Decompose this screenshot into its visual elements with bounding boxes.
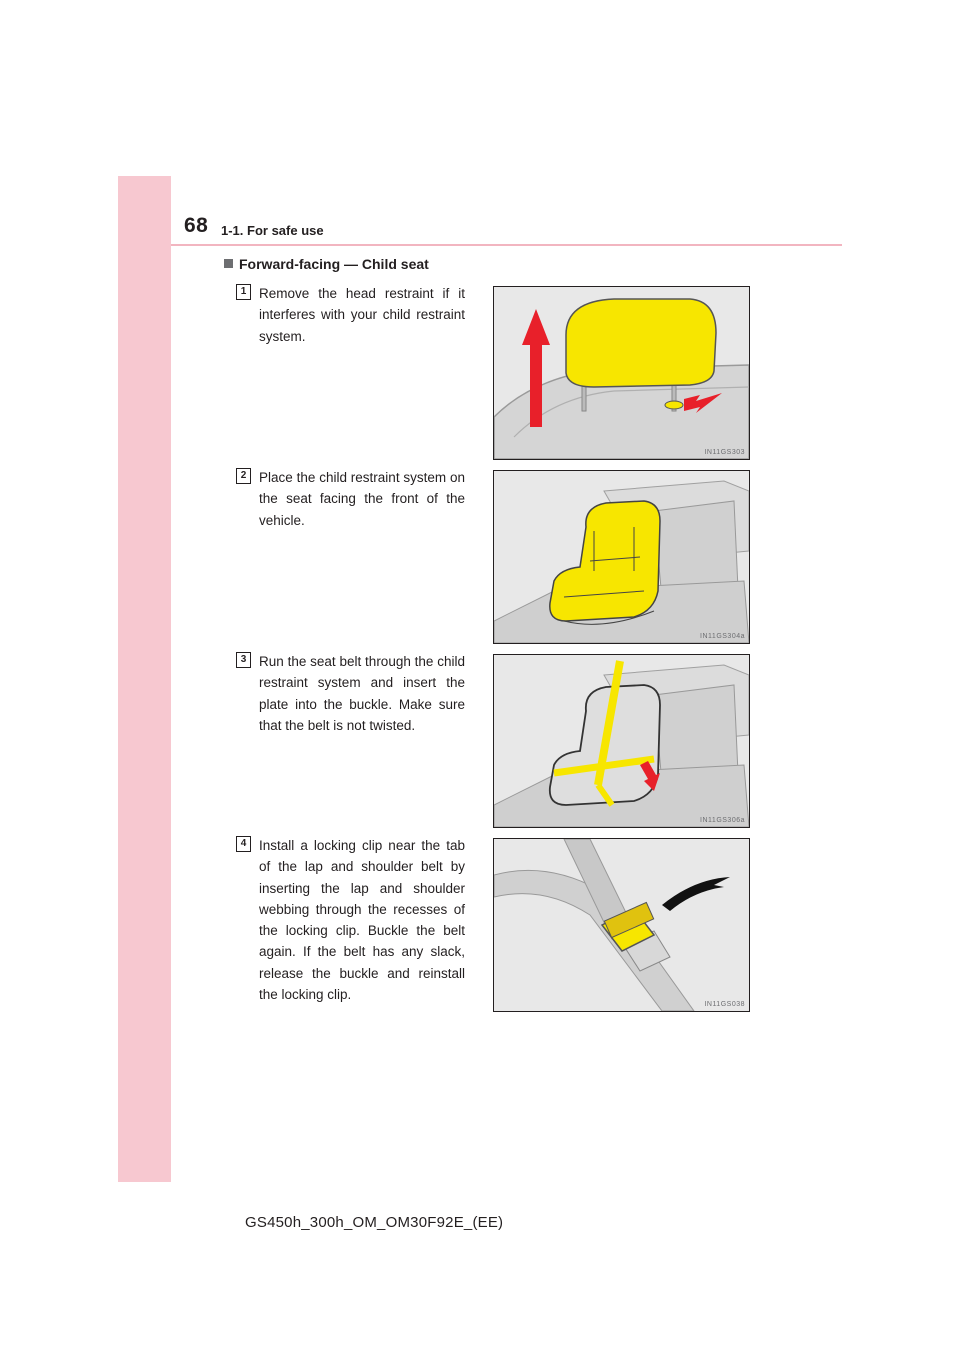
footer-document-code: GS450h_300h_OM_OM30F92E_(EE) [245,1214,504,1231]
subheading-text: Forward-facing — Child seat [239,256,429,272]
figure-1-code: IN11GS303 [704,449,745,456]
figure-seat-belt-routing [493,654,750,828]
figure-3-code: IN11GS306a [700,817,745,824]
figure-head-restraint [493,286,750,460]
figure-2-code: IN11GS304a [700,633,745,640]
figure-locking-clip [493,838,750,1012]
step-1-text: Remove the head restraint if it interferes with your child restraint system. [259,286,465,344]
square-bullet-icon [224,259,233,268]
step-4-badge: 4 [236,836,251,852]
header-rule [171,244,842,246]
step-3-text: Run the seat belt through the child restraint system and insert the plate into the buckle. Make sure that the belt is not twisted. [259,654,465,733]
step-3-badge: 3 [236,652,251,668]
figure-4-code: IN11GS038 [704,1001,745,1008]
step-4-text: Install a locking clip near the tab of the lap and shoulder belt by inserting the lap and shoulder webbing through the recesses of the locking clip. Buckle the belt again. If the belt has any slack, release the buckle and reinstall the locking clip. [259,838,465,1003]
figure-child-seat-placement [493,470,750,644]
page-number: 68 [184,214,209,237]
section-title: 1-1. For safe use [221,223,324,238]
chapter-tab-sidebar [118,176,171,1182]
step-2-badge: 2 [236,468,251,484]
subheading [224,256,429,272]
step-2-text: Place the child restraint system on the seat facing the front of the vehicle. [259,470,465,528]
step-1-badge: 1 [236,284,251,300]
